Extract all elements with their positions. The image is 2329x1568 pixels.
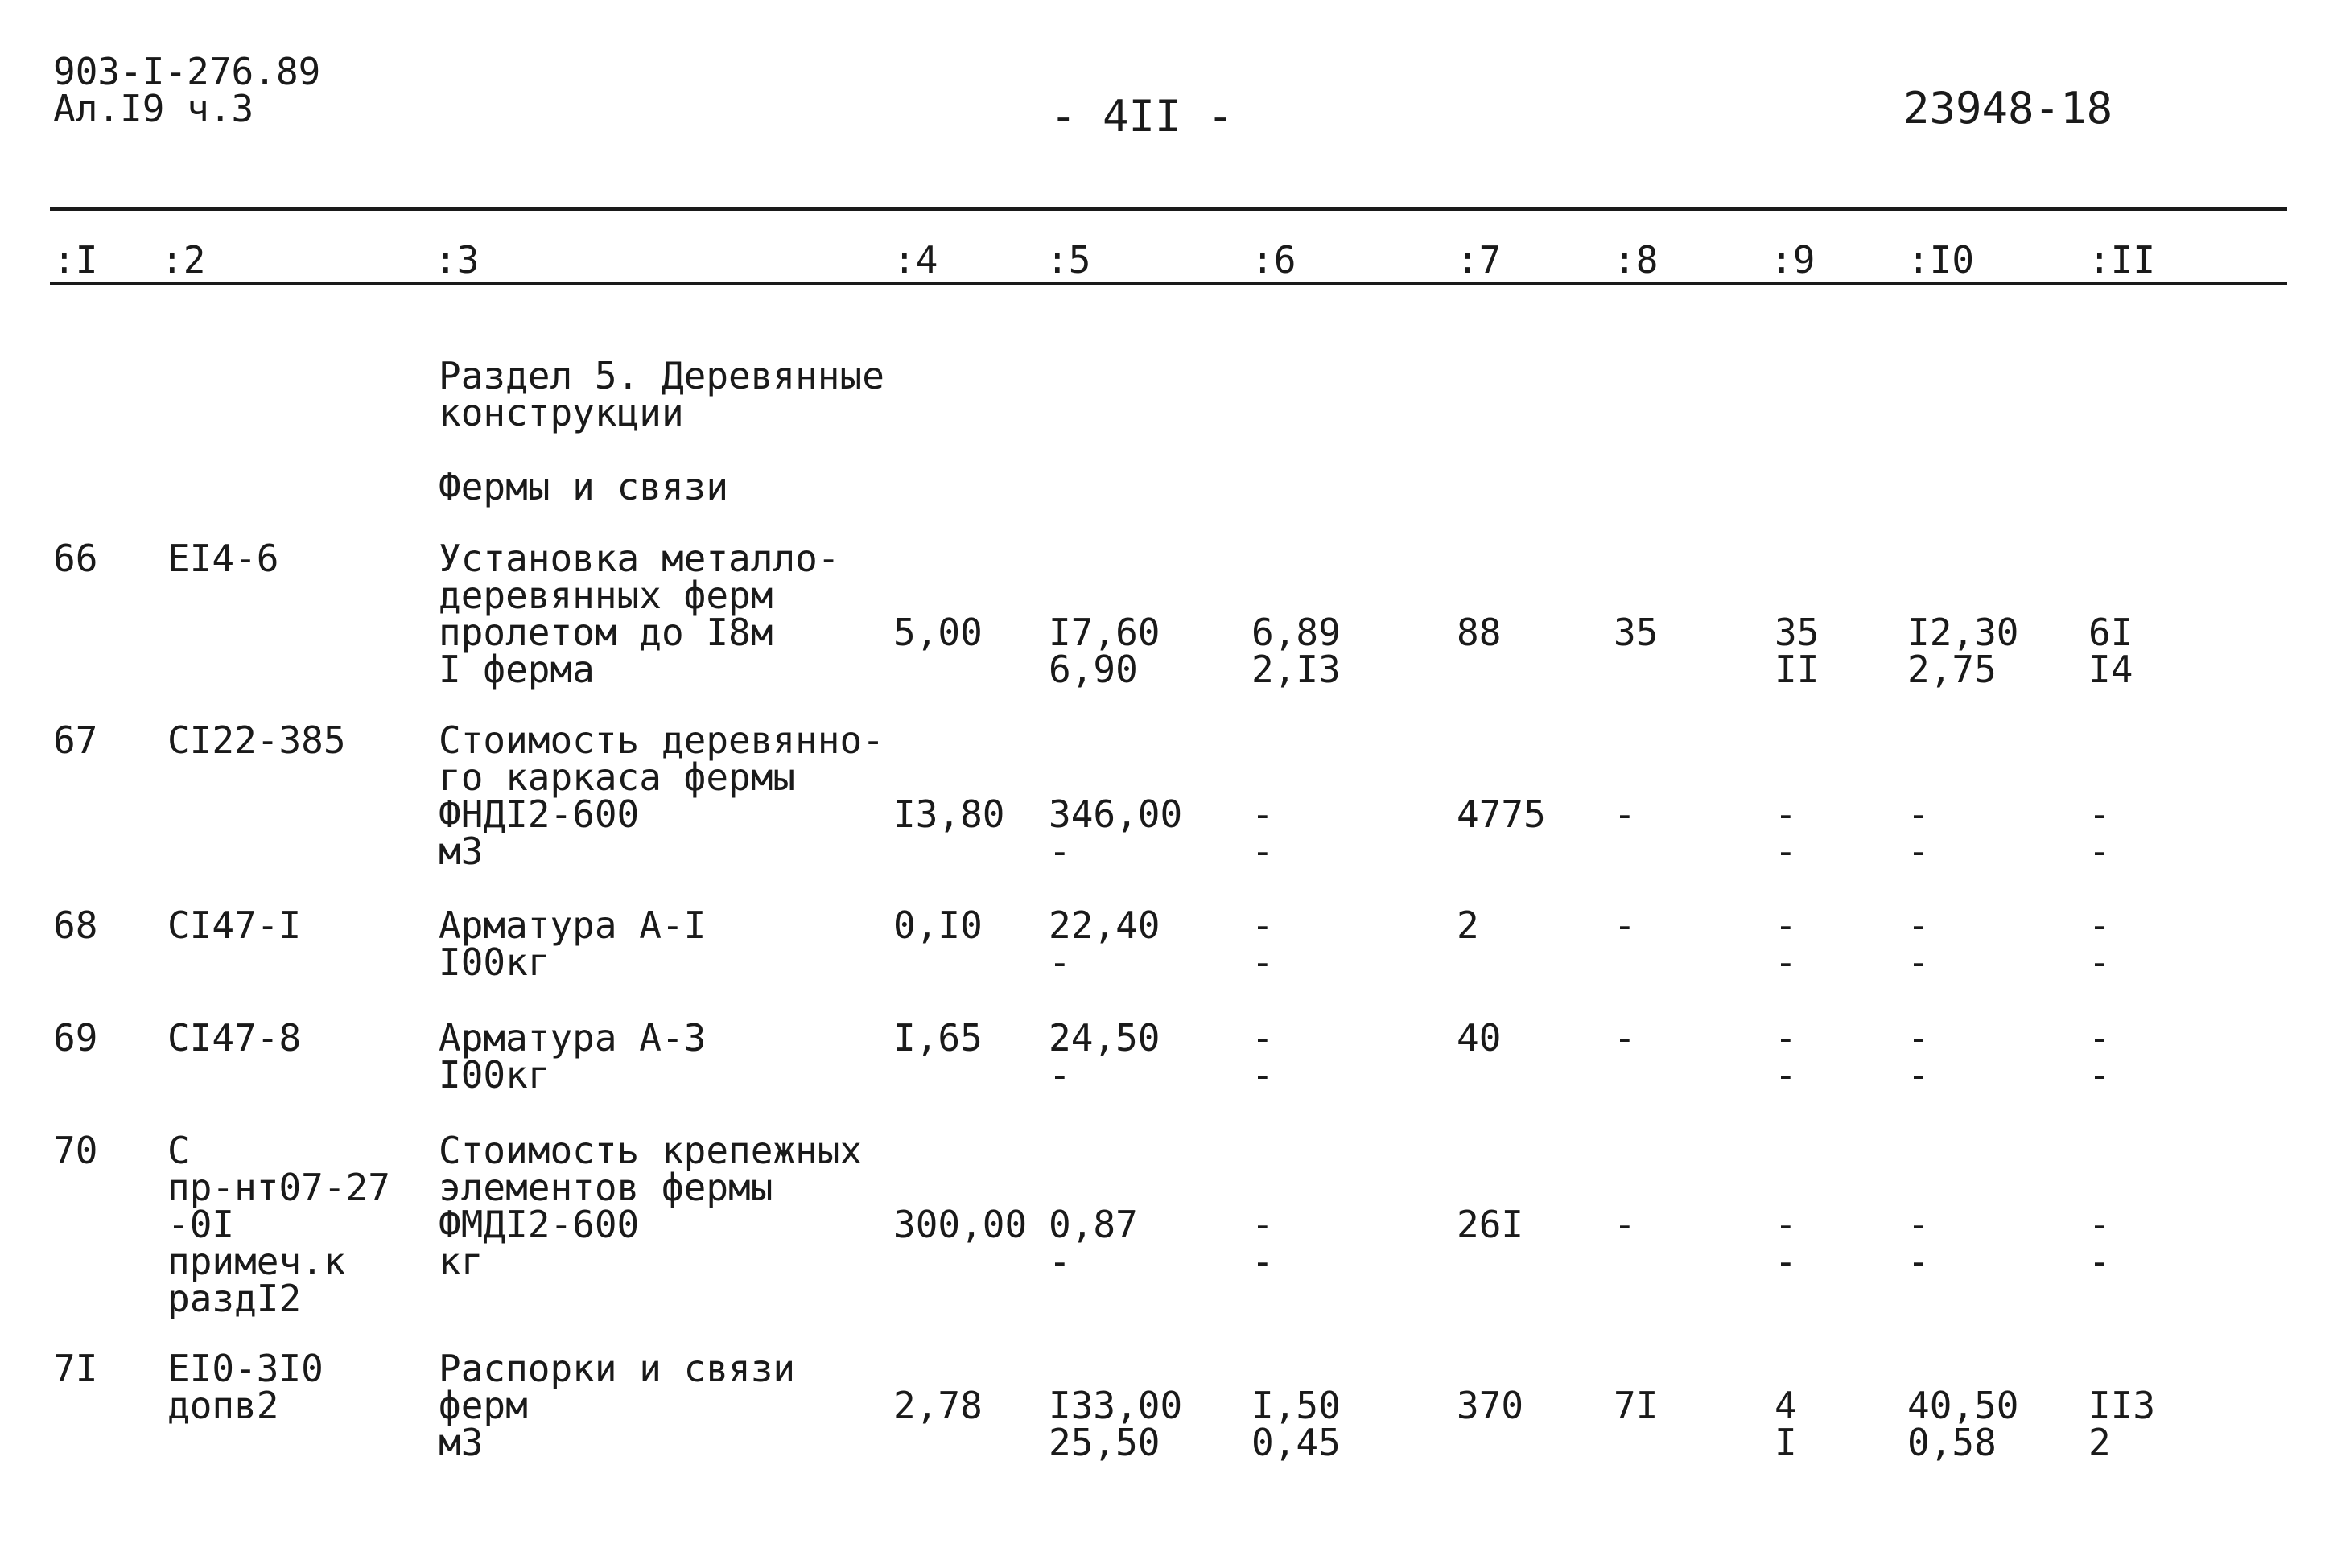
unit-cost-cell <box>1049 611 1160 691</box>
machine-total-cell <box>1775 1016 1797 1097</box>
labor-cell-line: - <box>1907 829 1930 873</box>
work-description-line: I00кг <box>439 940 550 984</box>
rate-code-line: CI22-385 <box>167 718 346 762</box>
machine-total-cell-line: 4 <box>1775 1384 1797 1427</box>
album-reference: Ал.I9 ч.3 <box>53 87 254 130</box>
column-header-5: :5 <box>1046 238 1091 282</box>
labor-cell-line: - <box>1907 1016 1930 1060</box>
work-description-line: I00кг <box>439 1053 550 1097</box>
rate-code-line: CI47-8 <box>167 1016 302 1060</box>
work-description <box>439 537 840 691</box>
wages-cell: - <box>1614 903 1636 947</box>
work-description-line: ферм <box>439 1384 528 1427</box>
labor-total-cell-line: - <box>2088 1016 2111 1060</box>
labor-cell <box>1907 1016 1930 1097</box>
labor-cell-line: - <box>1907 1053 1930 1097</box>
work-description-line: Арматура A-I <box>439 903 707 947</box>
machine-total-cell-line: - <box>1775 903 1797 947</box>
unit-cost-cell-line: 25,50 <box>1049 1421 1160 1464</box>
labor-cell-line: - <box>1907 903 1930 947</box>
machine-total-cell-line: - <box>1775 940 1797 984</box>
work-description-line: Распорки и связи <box>439 1347 796 1390</box>
machine-cost-cell <box>1251 611 1341 691</box>
machine-total-cell-line: - <box>1775 829 1797 873</box>
rate-code <box>167 537 279 580</box>
machine-cost-cell-line: 2,I3 <box>1251 648 1341 691</box>
machine-total-cell-line: - <box>1775 1240 1797 1283</box>
sheet-id: 23948-18 <box>1903 83 2113 134</box>
column-header-9: :9 <box>1770 238 1816 282</box>
total-cost-cell: 370 <box>1457 1384 1524 1427</box>
machine-cost-cell-line: 0,45 <box>1251 1421 1341 1464</box>
wages-cell: - <box>1614 1203 1636 1246</box>
labor-cell-line: - <box>1907 1240 1930 1283</box>
column-header-1: :I <box>53 238 98 282</box>
rate-code-line: пр-нт07-27 <box>167 1166 390 1209</box>
work-description <box>439 903 707 984</box>
work-description <box>439 1347 796 1464</box>
unit-cost-cell <box>1049 903 1160 984</box>
machine-cost-cell-line: - <box>1251 940 1274 984</box>
quantity-cell: 0,I0 <box>893 903 983 947</box>
work-description-line: м3 <box>439 829 484 873</box>
quantity-cell: 2,78 <box>893 1384 983 1427</box>
column-header-7: :7 <box>1457 238 1502 282</box>
rate-code <box>167 1347 324 1427</box>
column-header-11: :II <box>2088 238 2156 282</box>
machine-total-cell-line: II <box>1775 648 1820 691</box>
work-description-line: Стоимость деревянно- <box>439 718 884 762</box>
labor-total-cell-line: 6I <box>2088 611 2133 654</box>
unit-cost-cell <box>1049 1384 1183 1464</box>
machine-total-cell <box>1775 611 1820 691</box>
total-cost-cell: 40 <box>1457 1016 1502 1060</box>
machine-cost-cell <box>1251 1203 1274 1283</box>
labor-total-cell <box>2088 611 2133 691</box>
rate-code-line: EI0-3I0 <box>167 1347 324 1390</box>
total-cost-cell: 88 <box>1457 611 1502 654</box>
column-header-3: :3 <box>435 238 480 282</box>
machine-cost-cell-line: - <box>1251 1203 1274 1246</box>
labor-total-cell <box>2088 1016 2111 1097</box>
machine-cost-cell-line: - <box>1251 829 1274 873</box>
row-number: 7I <box>53 1347 98 1390</box>
top-rule <box>50 207 2287 211</box>
rate-code-line: раздI2 <box>167 1277 302 1320</box>
machine-cost-cell <box>1251 903 1274 984</box>
work-description-line: Установка металло- <box>439 537 840 580</box>
labor-total-cell-line: - <box>2088 829 2111 873</box>
column-header-8: :8 <box>1614 238 1659 282</box>
machine-total-cell <box>1775 1384 1797 1464</box>
work-description <box>439 1129 863 1283</box>
column-header-4: :4 <box>893 238 938 282</box>
labor-total-cell-line: - <box>2088 940 2111 984</box>
rate-code <box>167 903 302 947</box>
column-header-rule <box>50 282 2287 285</box>
unit-cost-cell-line: I33,00 <box>1049 1384 1183 1427</box>
work-description-line: I ферма <box>439 648 595 691</box>
rate-code-line: C <box>167 1129 190 1172</box>
machine-cost-cell-line: - <box>1251 903 1274 947</box>
work-description-line: го каркаса фермы <box>439 755 796 799</box>
labor-cell-line: 2,75 <box>1907 648 1997 691</box>
work-description <box>439 1016 707 1097</box>
row-number: 69 <box>53 1016 98 1060</box>
labor-cell-line: - <box>1907 1203 1930 1246</box>
quantity-cell: 5,00 <box>893 611 983 654</box>
wages-cell: - <box>1614 792 1636 836</box>
rate-code <box>167 1016 302 1060</box>
column-header-6: :6 <box>1251 238 1296 282</box>
column-header-10: :I0 <box>1907 238 1975 282</box>
unit-cost-cell-line: - <box>1049 1053 1071 1097</box>
document-code: 903-I-276.89 <box>53 50 321 93</box>
labor-total-cell-line: 2 <box>2088 1421 2111 1464</box>
machine-cost-cell <box>1251 1016 1274 1097</box>
total-cost-cell: 4775 <box>1457 792 1546 836</box>
page-number: - 4II - <box>1050 91 1234 142</box>
labor-total-cell-line: - <box>2088 792 2111 836</box>
work-description-line: кг <box>439 1240 484 1283</box>
rate-code-line: -0I <box>167 1203 235 1246</box>
labor-cell-line: - <box>1907 792 1930 836</box>
unit-cost-cell-line: 346,00 <box>1049 792 1183 836</box>
machine-cost-cell-line: 6,89 <box>1251 611 1341 654</box>
work-description-line: ФНДI2-600 <box>439 792 640 836</box>
quantity-cell: I3,80 <box>893 792 1005 836</box>
labor-cell <box>1907 903 1930 984</box>
labor-total-cell <box>2088 1384 2156 1464</box>
machine-cost-cell-line: - <box>1251 1016 1274 1060</box>
machine-total-cell <box>1775 792 1797 873</box>
row-number: 68 <box>53 903 98 947</box>
labor-total-cell-line: - <box>2088 1053 2111 1097</box>
labor-total-cell <box>2088 903 2111 984</box>
labor-total-cell-line: - <box>2088 903 2111 947</box>
unit-cost-cell <box>1049 1203 1138 1283</box>
labor-cell <box>1907 1384 2019 1464</box>
machine-total-cell-line: - <box>1775 1016 1797 1060</box>
wages-cell: 7I <box>1614 1384 1659 1427</box>
section-title <box>439 354 884 434</box>
machine-total-cell-line: - <box>1775 1203 1797 1246</box>
row-number: 66 <box>53 537 98 580</box>
machine-total-cell-line: I <box>1775 1421 1797 1464</box>
column-header-2: :2 <box>161 238 206 282</box>
unit-cost-cell-line: 0,87 <box>1049 1203 1138 1246</box>
work-description-line: пролетом до I8м <box>439 611 773 654</box>
rate-code-line: допв2 <box>167 1384 279 1427</box>
rate-code <box>167 1129 390 1320</box>
labor-cell <box>1907 792 1930 873</box>
total-cost-cell: 26I <box>1457 1203 1524 1246</box>
unit-cost-cell-line: - <box>1049 1240 1071 1283</box>
work-description-line: элементов фермы <box>439 1166 773 1209</box>
labor-total-cell <box>2088 792 2111 873</box>
machine-total-cell-line: - <box>1775 792 1797 836</box>
labor-cell-line: - <box>1907 940 1930 984</box>
unit-cost-cell-line: - <box>1049 829 1071 873</box>
machine-total-cell <box>1775 1203 1797 1283</box>
unit-cost-cell <box>1049 792 1183 873</box>
machine-total-cell <box>1775 903 1797 984</box>
machine-cost-cell <box>1251 1384 1341 1464</box>
labor-total-cell-line: - <box>2088 1240 2111 1283</box>
work-description-line: Стоимость крепежных <box>439 1129 863 1172</box>
rate-code <box>167 718 346 762</box>
unit-cost-cell-line: 22,40 <box>1049 903 1160 947</box>
machine-cost-cell <box>1251 792 1274 873</box>
work-description-line: Арматура A-3 <box>439 1016 707 1060</box>
subsection-title: Фермы и связи <box>439 465 729 508</box>
labor-total-cell-line: - <box>2088 1203 2111 1246</box>
machine-cost-cell-line: - <box>1251 1240 1274 1283</box>
unit-cost-cell-line: I7,60 <box>1049 611 1160 654</box>
machine-cost-cell-line: I,50 <box>1251 1384 1341 1427</box>
total-cost-cell: 2 <box>1457 903 1479 947</box>
rate-code-line: CI47-I <box>167 903 302 947</box>
section-title-line-2: конструкции <box>439 391 684 434</box>
unit-cost-cell-line: 24,50 <box>1049 1016 1160 1060</box>
work-description-line: деревянных ферм <box>439 574 773 617</box>
rate-code-line: примеч.к <box>167 1240 346 1283</box>
labor-total-cell-line: II3 <box>2088 1384 2156 1427</box>
quantity-cell: I,65 <box>893 1016 983 1060</box>
labor-cell-line: I2,30 <box>1907 611 2019 654</box>
labor-total-cell <box>2088 1203 2111 1283</box>
row-number: 67 <box>53 718 98 762</box>
labor-cell <box>1907 611 2019 691</box>
rate-code-line: EI4-6 <box>167 537 279 580</box>
quantity-cell: 300,00 <box>893 1203 1028 1246</box>
labor-cell-line: 0,58 <box>1907 1421 1997 1464</box>
labor-cell <box>1907 1203 1930 1283</box>
labor-cell-line: 40,50 <box>1907 1384 2019 1427</box>
work-description-line: м3 <box>439 1421 484 1464</box>
wages-cell: - <box>1614 1016 1636 1060</box>
unit-cost-cell-line: - <box>1049 940 1071 984</box>
work-description-line: ФМДI2-600 <box>439 1203 640 1246</box>
unit-cost-cell-line: 6,90 <box>1049 648 1138 691</box>
section-title-line-1: Раздел 5. Деревянные <box>439 354 884 397</box>
unit-cost-cell <box>1049 1016 1160 1097</box>
work-description <box>439 718 884 873</box>
labor-total-cell-line: I4 <box>2088 648 2133 691</box>
machine-cost-cell-line: - <box>1251 792 1274 836</box>
machine-total-cell-line: - <box>1775 1053 1797 1097</box>
machine-cost-cell-line: - <box>1251 1053 1274 1097</box>
machine-total-cell-line: 35 <box>1775 611 1820 654</box>
wages-cell: 35 <box>1614 611 1659 654</box>
row-number: 70 <box>53 1129 98 1172</box>
